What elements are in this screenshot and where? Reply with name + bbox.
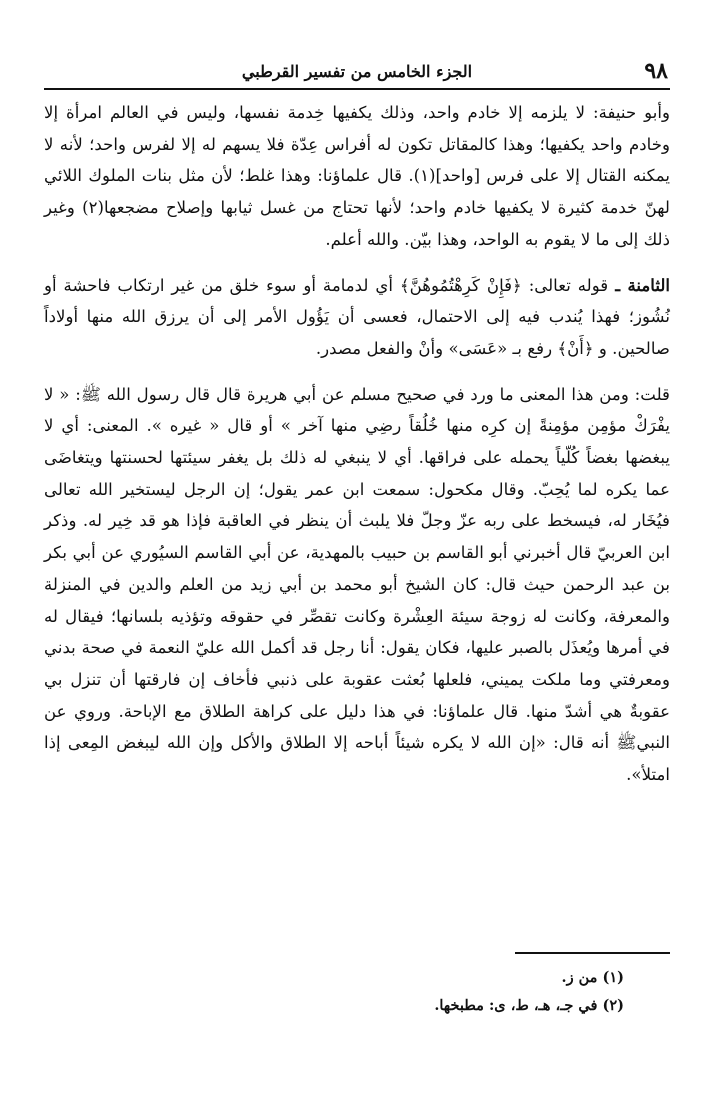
page-number: ٩٨ bbox=[644, 58, 668, 84]
page-header bbox=[44, 58, 670, 90]
header-rule bbox=[44, 88, 670, 90]
body-text bbox=[44, 97, 670, 791]
paragraph-text: وأبو حنيفة: لا يلزمه إلا خادم واحد، وذلك يكفيها خِدمة نفسها، وليس في العالم امرأة إلا وخادم واحد يكفيها؛ وهذا كالمقاتل تكون له أفراس عِدّة فلا يسهم له إلا لفرس واحد؛ لأنه لا يمكنه القتال إلا على فرس [واحد](١). قال علماؤنا: وهذا غلط؛ لأن مثل بنات الملوك اللائي لهنّ خدمة كثيرة لا يكفيها خادم واحد؛ لأنها تحتاج من غسل ثيابها وإصلاح مضجعها(٢) وغير ذلك إلى ما لا يقوم به الواحد، وهذا بيّن. والله أعلم. bbox=[44, 103, 670, 249]
footnotes bbox=[44, 952, 670, 1020]
paragraph-text: قلت: ومن هذا المعنى ما ورد في صحيح مسلم عن أبي هريرة قال قال رسول الله ﷺ: « لا يفْرَكْ مؤمِن مؤمِنةً إن كرِه منها خُلُقاً رضِي منها آخر » أو قال « غيره ». المعنى: أي لا يبغضها بغضاً كُلّياً يحمله على فراقها. أي لا ينبغي له ذلك بل يغفر سيئتها لحسنتها ويتغاضَى عما يكره لما يُحِبّ. وقال مكحول: سمعت ابن عمر يقول؛ إن الرجل ليستخير الله تعالى فيُخَار له، فيسخط على ربه عزّ وجلّ فلا يلبث أن ينظر في العاقبة فإذا هو قد خِير له. وذكر ابن العربيّ قال أخبرني أبو القاسم بن حبيب بالمهدية، عن أبي القاسم السيُوري عن أبي بكر بن عبد الرحمن حيث قال: كان الشيخ أبو محمد بن أبي زيد من العلم والدين في المنزلة والمعرفة، وكانت له زوجة سيئة العِشْرة وكانت تقصِّر في حقوقه وتؤذيه بلسانها؛ فيقال له في أمرها ويُعذَل بالصبر عليها، فكان يقول: أنا رجل قد أكمل الله عليّ النعمة في صحة بدني ومعرفتي وما ملكت يميني، فلعلها بُعثت عقوبة على ذنبي فأخاف إن فارقتها أن تنزل بي عقوبةٌ هي أشدّ منها. قال علماؤنا: في هذا دليل على كراهة الطلاق مع الإباحة. وروي عن النبيﷺ أنه قال: «إن الله لا يكره شيئاً أباحه إلا الطلاق والأكل وإن الله ليبغض المِعى إذا امتلأ». bbox=[44, 384, 670, 785]
footnote: (١) من ز. bbox=[561, 969, 624, 986]
footnote-rule bbox=[515, 952, 670, 954]
paragraph bbox=[44, 270, 670, 365]
paragraph bbox=[44, 97, 670, 256]
paragraph bbox=[44, 379, 670, 791]
section-lead: الثامنة ـ bbox=[615, 274, 670, 295]
footnote: (٢) في جـ، هـ، ط، ى: مطبخها. bbox=[434, 997, 624, 1014]
paragraph-text: قوله تعالى: ﴿فَإِنْ كَرِهْتُمُوهُنَّ﴾ أي لدمامة أو سوء خلق من غير ارتكاب فاحشة أو نُشُوز؛ فهذا يُندب فيه إلى الاحتمال، فعسى أن يَؤُول الأمر إلى أن يرزق الله منها أولاداً صالحين. و ﴿أَنْ﴾ رفع بـ «عَسَى» وأنْ والفعل مصدر. bbox=[44, 275, 670, 358]
running-title: الجزء الخامس من تفسير القرطبي bbox=[241, 62, 473, 81]
